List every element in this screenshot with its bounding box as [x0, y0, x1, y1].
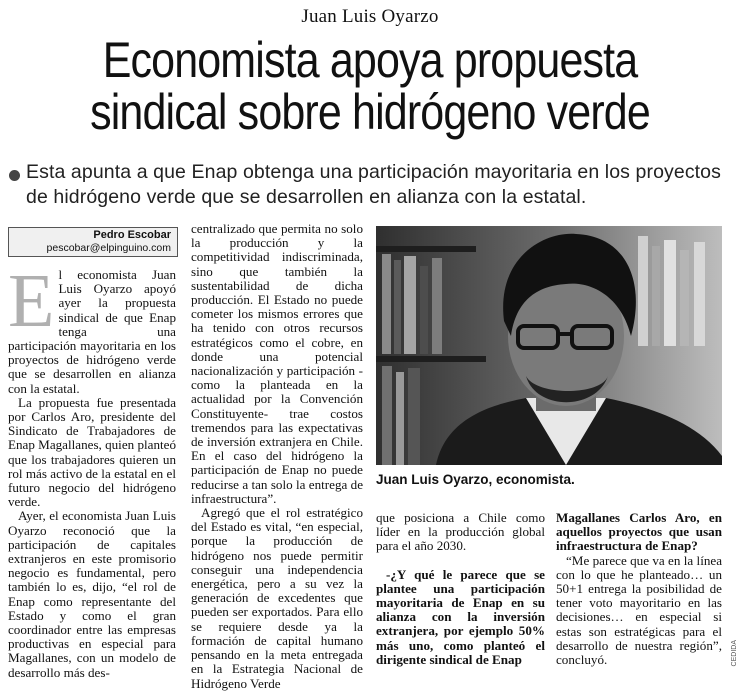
portrait-photo [376, 226, 722, 465]
headline-line-1: Economista apoya propuesta [102, 32, 638, 88]
byline [8, 227, 178, 257]
headline [0, 34, 740, 138]
paragraph: centralizado que permita no solo la producción y la competitividad indiscriminada, sino que también la sustentabilidad de dicha producción. El Estado no puede cometer los mismos errores que ha tenido con otros recursos estratégicos como el cobre, en donde una potencial nacionalización y participación -como la planteada en la actualidad por la Convención Constituyente- trae costos tremendos para las expectativas de inversión extranjera en Chile. En el caso del hidrógeno la participación de Enap no puede reducirse a tan solo la entrega de infraestructura”. [191, 221, 363, 506]
paragraph: La propuesta fue presentada por Carlos Aro, presidente del Sindicato de Trabajadores de Enap Magallanes, quien planteó que los trabajadores quieren un rol más activo de la estatal en el futuro negocio del hidrógeno verde. [8, 394, 176, 510]
byline-author: Pedro Escobar [93, 229, 171, 241]
paragraph: Ayer, el economista Juan Luis Oyarzo reconoció que la participación de capitales extranjeros en este promisorio negocio es fundamental, pero también lo es, dijo, “el rol de Enap como representante del Estado y como el gran coordinador entre las empresas productivas en especial para Magallanes, con un modelo de desarrollo más des- [8, 508, 176, 680]
drop-cap: E [8, 259, 55, 343]
interview-question-continued: Magallanes Carlos Aro, en aquellos proyectos que usan infraestructura de Enap? [556, 510, 722, 554]
deck: Esta apunta a que Enap obtenga una participación mayoritaria en los proyectos de hidrógeno verde que se desarrollen en alianza con la estatal. [26, 161, 721, 208]
byline-email[interactable]: pescobar@elpinguino.com [46, 242, 171, 254]
column-2 [191, 222, 363, 691]
deck-bullet-icon [9, 170, 20, 181]
interview-answer: “Me parece que va en la línea con lo que he planteado… un 50+1 entrega la posibilidad de tener voto mayoritario en las decisiones… en especial si estas son estratégicas para el desarrollo de nuestra región”, concluyó. [556, 552, 722, 668]
interview-question: -¿Y qué le parece que se plantee una participación mayoritaria de Enap en su alianza con la inversión extranjera, por ejemplo 50% más uno, como planteó el dirigente sindical de Enap [376, 566, 545, 667]
kicker: Juan Luis Oyarzo [301, 6, 439, 27]
column-1 [8, 259, 176, 680]
column-4 [556, 511, 722, 667]
headline-line-2: sindical sobre hidrógeno verde [90, 84, 650, 140]
column-3 [376, 511, 545, 667]
paragraph: Agregó que el rol estratégico del Estado es vital, “en especial, porque la producción de hidrógeno nos puede permitir conseguir una independencia energética, pero a su vez la generación de excedentes que pueden ser exportados. Para ello se requiere desde ya la formación de capital humano pensando en la meta entregada en la Estrategia Nacional de Hidrógeno Verde [191, 505, 363, 691]
paragraph: que posiciona a Chile como líder en la producción global para el año 2030. [376, 510, 545, 554]
paragraph: l economista Juan Luis Oyarzo apoyó ayer la propuesta sindical de que Enap tenga una participación mayoritaria en los proyectos de hidrógeno verde que se desarrollen en alianza con la estatal. [8, 267, 176, 396]
photo-credit: CEDIDA [731, 640, 738, 667]
photo-caption: Juan Luis Oyarzo, economista. [376, 472, 575, 487]
